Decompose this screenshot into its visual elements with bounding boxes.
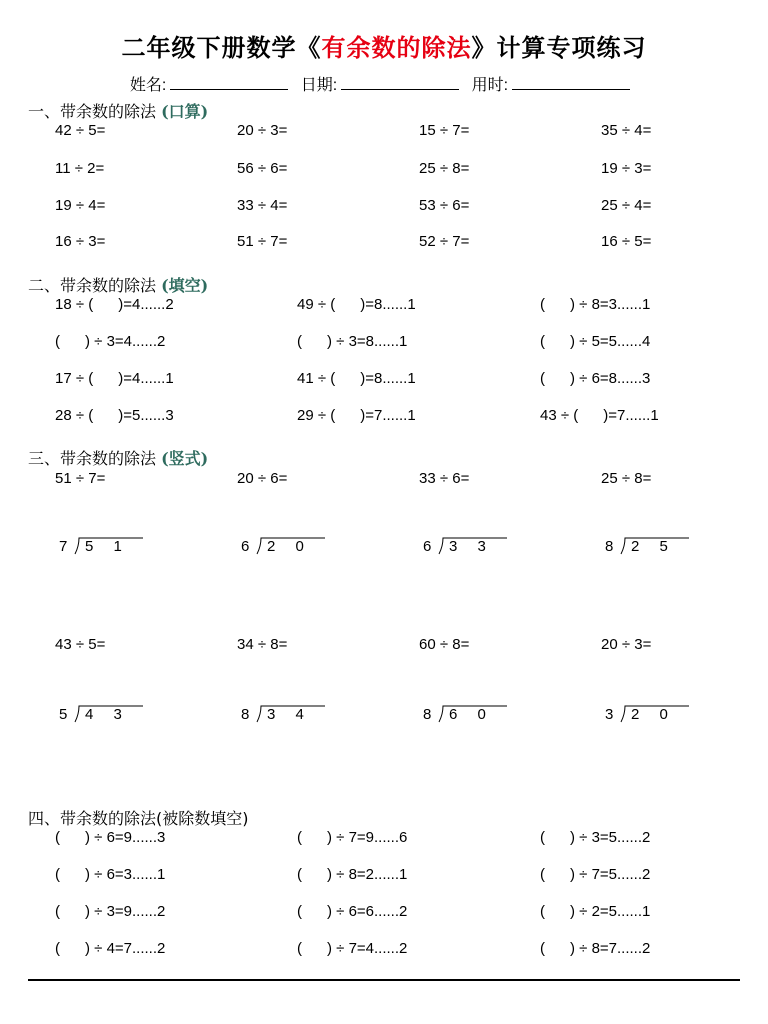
dividend: 6 0 <box>449 706 494 723</box>
problem: 19 ÷ 4= <box>55 197 106 214</box>
name-blank[interactable] <box>170 75 288 90</box>
dividend: 2 0 <box>631 706 676 723</box>
time-label: 用时: <box>471 77 509 94</box>
fill-blank-problem[interactable]: ( ) ÷ 3=9......2 <box>55 903 166 920</box>
fill-blank-problem[interactable]: ( ) ÷ 4=7......2 <box>55 940 166 957</box>
problem: 20 ÷ 3= <box>237 122 288 139</box>
time-blank[interactable] <box>512 75 630 90</box>
problem: 20 ÷ 6= <box>237 470 288 487</box>
problem: 60 ÷ 8= <box>419 636 470 653</box>
problem: 16 ÷ 5= <box>601 233 652 250</box>
long-division-bracket <box>55 702 155 732</box>
problem: 43 ÷ 5= <box>55 636 106 653</box>
problem: 51 ÷ 7= <box>55 470 106 487</box>
problem: 34 ÷ 8= <box>237 636 288 653</box>
fill-blank-problem[interactable]: 41 ÷ ( )=8......1 <box>297 370 416 387</box>
bottom-divider <box>28 979 740 981</box>
divisor: 6 <box>423 538 432 555</box>
problem: 33 ÷ 4= <box>237 197 288 214</box>
section-4-title: 四、带余数的除法(被除数填空) <box>28 809 249 828</box>
problem: 25 ÷ 8= <box>601 470 652 487</box>
fill-blank-problem[interactable]: ( ) ÷ 3=4......2 <box>55 333 166 350</box>
problem: 56 ÷ 6= <box>237 160 288 177</box>
dividend: 5 1 <box>85 538 130 555</box>
title-prefix: 二年级下册数学《 <box>121 34 322 62</box>
problem: 20 ÷ 3= <box>601 636 652 653</box>
long-division-bracket <box>601 534 701 564</box>
divisor: 7 <box>59 538 68 555</box>
fill-blank-problem[interactable]: 17 ÷ ( )=4......1 <box>55 370 174 387</box>
fill-blank-problem[interactable]: ( ) ÷ 5=5......4 <box>540 333 651 350</box>
fill-blank-problem[interactable]: ( ) ÷ 8=2......1 <box>297 866 408 883</box>
fill-blank-problem[interactable]: ( ) ÷ 8=3......1 <box>540 296 651 313</box>
fill-blank-problem[interactable]: 28 ÷ ( )=5......3 <box>55 407 174 424</box>
divisor: 5 <box>59 706 68 723</box>
section-3-title: 三、带余数的除法 <box>28 449 157 468</box>
dividend: 4 3 <box>85 706 130 723</box>
date-label: 日期: <box>300 77 338 94</box>
section-2-title: 二、带余数的除法 <box>28 276 157 295</box>
problem: 33 ÷ 6= <box>419 470 470 487</box>
dividend: 3 3 <box>449 538 494 555</box>
problem: 42 ÷ 5= <box>55 122 106 139</box>
fill-blank-problem[interactable]: ( ) ÷ 7=4......2 <box>297 940 408 957</box>
fill-blank-problem[interactable]: 43 ÷ ( )=7......1 <box>540 407 659 424</box>
fill-blank-problem[interactable]: ( ) ÷ 3=8......1 <box>297 333 408 350</box>
problem: 52 ÷ 7= <box>419 233 470 250</box>
fill-blank-problem[interactable]: 49 ÷ ( )=8......1 <box>297 296 416 313</box>
page-title <box>0 28 768 63</box>
divisor: 6 <box>241 538 250 555</box>
problem: 25 ÷ 4= <box>601 197 652 214</box>
fill-blank-problem[interactable]: ( ) ÷ 6=6......2 <box>297 903 408 920</box>
problem: 35 ÷ 4= <box>601 122 652 139</box>
problem: 16 ÷ 3= <box>55 233 106 250</box>
problem: 15 ÷ 7= <box>419 122 470 139</box>
long-division-bracket <box>601 702 701 732</box>
fill-blank-problem[interactable]: ( ) ÷ 7=9......6 <box>297 829 408 846</box>
long-division-bracket <box>55 534 155 564</box>
name-label: 姓名: <box>129 77 167 94</box>
fill-blank-problem[interactable]: ( ) ÷ 6=9......3 <box>55 829 166 846</box>
section-1-heading <box>28 99 208 122</box>
section-3-paren: (竖式) <box>161 449 209 468</box>
fill-blank-problem[interactable]: 29 ÷ ( )=7......1 <box>297 407 416 424</box>
divisor: 8 <box>423 706 432 723</box>
long-division-bracket <box>237 702 337 732</box>
title-suffix: 》计算专项练习 <box>471 34 647 62</box>
dividend: 2 5 <box>631 538 676 555</box>
section-2-paren: (填空) <box>161 276 209 295</box>
student-info-line <box>0 72 768 95</box>
long-division-bracket <box>237 534 337 564</box>
long-division-bracket <box>419 534 519 564</box>
fill-blank-problem[interactable]: ( ) ÷ 2=5......1 <box>540 903 651 920</box>
fill-blank-problem[interactable]: ( ) ÷ 6=3......1 <box>55 866 166 883</box>
dividend: 2 0 <box>267 538 312 555</box>
section-1-paren: (口算) <box>161 102 209 121</box>
fill-blank-problem[interactable]: ( ) ÷ 3=5......2 <box>540 829 651 846</box>
problem: 51 ÷ 7= <box>237 233 288 250</box>
fill-blank-problem[interactable]: 18 ÷ ( )=4......2 <box>55 296 174 313</box>
divisor: 8 <box>605 538 614 555</box>
problem: 11 ÷ 2= <box>55 160 105 177</box>
section-2-heading <box>28 273 208 296</box>
date-blank[interactable] <box>341 75 459 90</box>
section-3-heading <box>28 446 208 469</box>
long-division-bracket <box>419 702 519 732</box>
fill-blank-problem[interactable]: ( ) ÷ 7=5......2 <box>540 866 651 883</box>
dividend: 3 4 <box>267 706 312 723</box>
section-4-heading <box>28 806 249 829</box>
divisor: 8 <box>241 706 250 723</box>
fill-blank-problem[interactable]: ( ) ÷ 6=8......3 <box>540 370 651 387</box>
title-highlight: 有余数的除法 <box>321 34 472 62</box>
fill-blank-problem[interactable]: ( ) ÷ 8=7......2 <box>540 940 651 957</box>
divisor: 3 <box>605 706 614 723</box>
problem: 53 ÷ 6= <box>419 197 470 214</box>
section-1-title: 一、带余数的除法 <box>28 102 157 121</box>
problem: 19 ÷ 3= <box>601 160 652 177</box>
problem: 25 ÷ 8= <box>419 160 470 177</box>
